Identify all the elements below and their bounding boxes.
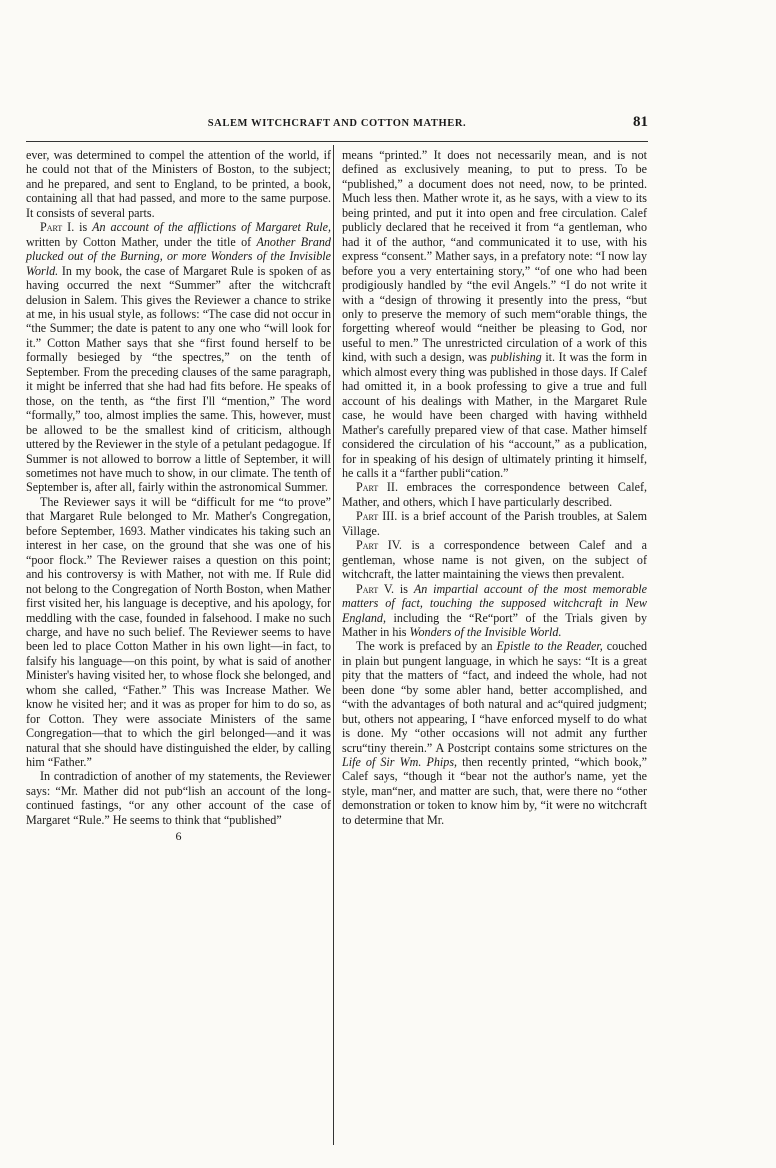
text-run: In my book, the case of Margaret Rule is spoken of as having occurred the next “Summer” after the witchcraft delusion in Salem. This gives the Reviewer a chance to strike at me, in his usual style, as follows: “The case did not occur in “the Summer; the date is patent to any one who “will look for it.” Cotton Mather says that she “first found herself to be formally besieged by “the spectres,” on the tenth of September. From the preceding clauses of the same paragraph, it might be inferred that she had had fits before. He speaks of those, on the tenth, as “the first I'll “mention,” The word “formally,” too, almost implies the same. This, however, must be allowed to be the smallest kind of criticism, although uttered by the Reviewer in the style of a petulant pedagogue. If Summer is not allowed to borrow a little of September, it will sometimes not have much to show, in our climate. The tenth of September is, after all, fairly within the astronomical Summer. xyxy=(26,263,331,495)
page-number: 81 xyxy=(633,114,648,130)
work-title: Life of Sir Wm. Phips, xyxy=(342,755,458,770)
paragraph xyxy=(342,639,647,827)
text-run: then recently printed, “which book,” Calef says, “though it “bear not the author's name, yet the style, man“ner, and matter are such, that, were there no “other demonstration or token to know him by, “it were no witchcraft to determine that Mr. xyxy=(342,755,647,827)
paragraph xyxy=(342,582,647,640)
part-label: Part IV. xyxy=(356,538,402,553)
work-title: Wonders of the Invisible World. xyxy=(409,624,562,639)
part-label: Part V. xyxy=(356,581,395,596)
text-run: The work is prefaced by an xyxy=(356,639,497,654)
text-run: written by Cotton Mather, under the title of xyxy=(26,234,257,249)
header-rule xyxy=(26,141,648,142)
text-run: is a brief account of the Parish troubles, at Salem Village. xyxy=(342,509,647,538)
page-header xyxy=(26,114,648,134)
running-title: SALEM WITCHCRAFT AND COTTON MATHER. xyxy=(207,118,467,129)
paragraph xyxy=(342,538,647,581)
column-divider xyxy=(333,145,334,1145)
work-title: An impartial account of the most memorable matters of fact, touching the supposed witchcraft in New England, xyxy=(342,581,647,625)
paragraph xyxy=(342,509,647,538)
text-run: is a correspondence between Calef and a gentleman, whose name is not given, on the subject of witchcraft, the latter maintaining the views then prevalent. xyxy=(342,538,647,582)
work-title: An account of the afflictions of Margaret Rule, xyxy=(92,220,331,235)
text-run: is xyxy=(394,581,414,596)
left-column xyxy=(26,148,331,844)
text-run: couched in plain but pungent language, in which he says: “It is a great pity that the matters of “fact, and indeed the whole, had not been done “by some abler hand, better accomplished, and “with the advantages of both natural and ac“quired judgment; but, others not appearing, I “have enforced myself to do what is done. My “other occasions will not admit any further scru“tiny therein.” A Postcript contains some strictures on the xyxy=(342,639,647,755)
paragraph: ever, was determined to compel the attention of the world, if he could not that of the Ministers of Boston, to the subject; and he prepared, and sent to England, to be printed, a book, containing all that had passed, and more to the same purpose. It consists of several parts. xyxy=(26,148,331,220)
work-title: Epistle to the Reader, xyxy=(496,639,603,654)
text-run: including the “Re“port” of the Trials given by Mather in his xyxy=(342,610,647,639)
paragraph xyxy=(342,480,647,509)
part-label: Part II. xyxy=(356,480,398,495)
part-label: Part I. xyxy=(40,220,75,235)
work-title: Another Brand plucked out of the Burning, or more Wonders of the Invisible World. xyxy=(26,234,331,278)
text-run: embraces the correspondence between Calef, Mather, and others, which I have particularly described. xyxy=(342,480,647,509)
paragraph xyxy=(26,220,331,495)
text-run: means “printed.” It does not necessarily mean, and is not defined as exclusively meaning, to put to press. To be “published,” a document does not need, now, to be printed. Much less then. Mather wrote it, as he says, with a view to its being printed, and put it into open and free circulation. Calef publicly declared that he received it from “a gentleman, who had it of the author, “and communicated it to use, with his express “consent.” Mather says, in a prefatory note: “I now lay before you a very entertaining story,” “of one who had been prodigiously handled by “the evil Angels.” “I do not write it with a “design of throwing it presently into the press, “but only to preserve the memory of such mem“orable things, the forgetting whereof would “neither be pleasing to God, nor useful to men.” The unrestricted circulation of a work of this kind, with such a design, was xyxy=(342,148,647,365)
part-label: Part III. xyxy=(356,509,398,524)
emphasis: publishing xyxy=(490,350,542,365)
text-run: is xyxy=(74,220,93,235)
signature-mark: 6 xyxy=(175,829,182,844)
text-run: it. It was the form in which almost every thing was published in those days. If Calef had omitted it, in a book professing to give a true and full account of his dealings with Mather, in the Margaret Rule case, he would have been charged with having withheld Mather's carefully prepared view of that case. Mather himself considered the circulation of his “account,” as a publication, for in speaking of his design of ultimately printing it himself, he calls it a “farther publi“cation.” xyxy=(342,350,647,480)
paragraph xyxy=(342,148,647,480)
right-column xyxy=(342,148,647,827)
paragraph: The Reviewer says it will be “difficult for me “to prove” that Margaret Rule belonged to Mr. Mather's Congregation, before September, 1693. Mather vindicates his taking such an interest in her case, on the ground that she was one of his “poor flock.” The Reviewer raises a question on this point; and his controversy is with Mather, not with me. If Rule did not belong to the Congregation of North Boston, when Mather first visited her, his language is deceptive, and his apology, for meddling with the case, founded in falsehood. I make no such charge, and have no such belief. The Reviewer seems to have been led to place Cotton Mather in his own light—in fact, to falsify his language—on this point, by what is said of another Minister's having visited her, to whose flock she belonged, and whom she called, “Father.” This was Increase Mather. We know he visited her; and it was as proper for him to do so, as for Cotton. They were associate Ministers of the same Congregation—that to which the girl belonged—and it was natural that she should have distinguished the elder, by calling him “Father.” xyxy=(26,494,331,770)
paragraph: In contradiction of another of my statements, the Reviewer says: “Mr. Mather did not pub“lish an account of the long-continued fastings, “or any other account of the case of Margaret “Rule.” He seems to think that “published” xyxy=(26,769,331,827)
